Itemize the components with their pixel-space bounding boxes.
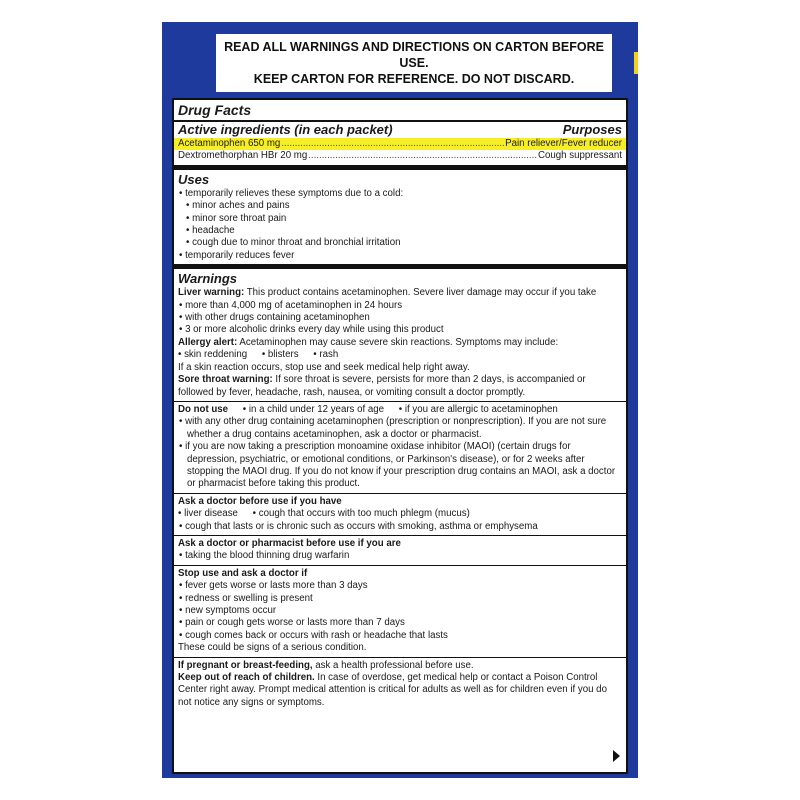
liver-item: • more than 4,000 mg of acetaminophen in 24 hours xyxy=(179,299,403,311)
carton-back-panel xyxy=(162,22,638,778)
pregnancy-text: ask a health professional before use. xyxy=(312,659,474,671)
do-not-use-label: Do not use xyxy=(178,403,229,415)
uses-symptom: • minor aches and pains xyxy=(186,200,290,212)
divider xyxy=(174,535,626,536)
pregnancy-warning xyxy=(178,660,622,672)
uses-symptom: • cough due to minor throat and bronchial irritation xyxy=(186,237,401,249)
ingredient-purpose: Cough suppressant xyxy=(537,150,622,162)
uses-intro: • temporarily relieves these symptoms due to a cold: xyxy=(179,187,404,199)
liver-item: • 3 or more alcoholic drinks every day while using this product xyxy=(179,324,444,336)
carton-header-notice xyxy=(216,34,612,92)
ask-doctor-items xyxy=(178,508,622,520)
divider xyxy=(174,657,626,658)
active-ingredients-heading: Active ingredients (in each packet) xyxy=(178,122,393,137)
warnings-heading: Warnings xyxy=(178,271,237,287)
ask-pharmacist-item: • taking the blood thinning drug warfarin xyxy=(179,550,350,562)
sore-throat-text: If sore throat is severe, persists for more than 2 days, is accompanied or followed by fever, headache, rash, nausea, or vomiting consult a doctor promptly. xyxy=(178,374,586,398)
allergy-item: • blisters xyxy=(261,349,299,361)
ask-doctor-label: Ask a doctor before use if you have xyxy=(178,495,342,507)
uses-symptom: • minor sore throat pain xyxy=(186,212,287,224)
stop-use-item: • pain or cough gets worse or lasts more than 7 days xyxy=(179,617,405,629)
header-line-1: READ ALL WARNINGS AND DIRECTIONS ON CARTON BEFORE USE. xyxy=(224,40,604,70)
uses-fever: • temporarily reduces fever xyxy=(179,249,295,261)
liver-warning-label: Liver warning: xyxy=(178,287,245,299)
do-not-use-item: • if you are now taking a prescription monoamine oxidase inhibitor (MAOI) (certain drugs for depression, psychiatric, or emotional conditions, or Parkinson's disease), or for 2 weeks after stopping the MAOI drug. If you do not know if your prescription drug contains an MAOI, ask a doctor or pharmacist before taking this product. xyxy=(179,441,616,490)
allergy-item: • rash xyxy=(313,349,339,361)
liver-warning xyxy=(178,287,622,299)
uses-heading: Uses xyxy=(178,171,210,187)
ask-pharmacist-label: Ask a doctor or pharmacist before use if you are xyxy=(178,537,401,549)
stop-use-item: • new symptoms occur xyxy=(179,605,277,616)
do-not-use-item: • with any other drug containing acetaminophen (prescription or nonprescription). If you are not sure whether a drug contains acetaminophen, ask a doctor or pharmacist. xyxy=(179,416,607,440)
allergy-item: • skin reddening xyxy=(178,349,248,361)
ask-doctor-item: • liver disease xyxy=(178,508,238,520)
drug-facts-panel xyxy=(172,98,628,774)
stop-use-item: • fever gets worse or lasts more than 3 days xyxy=(179,580,368,592)
sore-throat-label: Sore throat warning: xyxy=(178,374,273,386)
ingredient-name: Dextromethorphan HBr 20 mg xyxy=(178,150,308,162)
ingredient-row-dextromethorphan xyxy=(178,150,622,162)
stop-use-item: • redness or swelling is present xyxy=(179,592,313,604)
allergy-alert xyxy=(178,337,622,349)
do-not-use-item: • if you are allergic to acetaminophen xyxy=(398,403,558,415)
keep-out-of-reach-text: In case of overdose, get medical help or contact a Poison Control Center right away. Prompt medical attention is critical for adults as well as for children even if you do not notice any signs or symptoms. xyxy=(178,672,607,708)
divider xyxy=(174,401,626,402)
keep-out-of-reach xyxy=(178,672,622,709)
drug-facts-title: Drug Facts xyxy=(178,102,252,118)
allergy-alert-label: Allergy alert: xyxy=(178,336,238,348)
stop-use-item: • cough comes back or occurs with rash or headache that lasts xyxy=(179,629,448,641)
allergy-alert-text: Acetaminophen may cause severe skin reactions. Symptoms may include: xyxy=(237,336,559,348)
divider xyxy=(174,565,626,566)
ask-doctor-item: • cough that occurs with too much phlegm (mucus) xyxy=(252,508,470,520)
sore-throat-warning xyxy=(178,374,622,399)
ingredient-purpose: Pain reliever/Fever reducer xyxy=(505,138,622,149)
ingredient-name: Acetaminophen 650 mg xyxy=(178,138,281,149)
ingredient-row-acetaminophen xyxy=(174,138,626,150)
header-line-2: KEEP CARTON FOR REFERENCE. DO NOT DISCARD. xyxy=(253,72,575,86)
liver-warning-text: This product contains acetaminophen. Severe liver damage may occur if you take xyxy=(244,287,597,299)
allergy-items xyxy=(178,349,622,361)
purposes-heading: Purposes xyxy=(562,122,622,137)
section-divider xyxy=(174,264,626,269)
ask-doctor-item: • cough that lasts or is chronic such as occurs with smoking, asthma or emphysema xyxy=(179,520,538,532)
yellow-edge-stripe xyxy=(634,52,638,74)
stop-use-note: These could be signs of a serious condition. xyxy=(178,642,367,654)
do-not-use-item: • in a child under 12 years of age xyxy=(242,403,385,415)
active-ingredients-header xyxy=(178,122,622,138)
continue-arrow-icon xyxy=(613,750,620,762)
divider xyxy=(174,493,626,494)
section-divider xyxy=(174,165,626,170)
keep-out-of-reach-label: Keep out of reach of children. xyxy=(178,672,315,684)
liver-item: • with other drugs containing acetaminophen xyxy=(179,312,370,324)
pregnancy-label: If pregnant or breast-feeding, xyxy=(178,659,313,671)
uses-symptom: • headache xyxy=(186,225,235,237)
skin-reaction-text: If a skin reaction occurs, stop use and seek medical help right away. xyxy=(178,361,470,373)
stop-use-label: Stop use and ask a doctor if xyxy=(178,567,308,579)
do-not-use xyxy=(178,404,622,416)
